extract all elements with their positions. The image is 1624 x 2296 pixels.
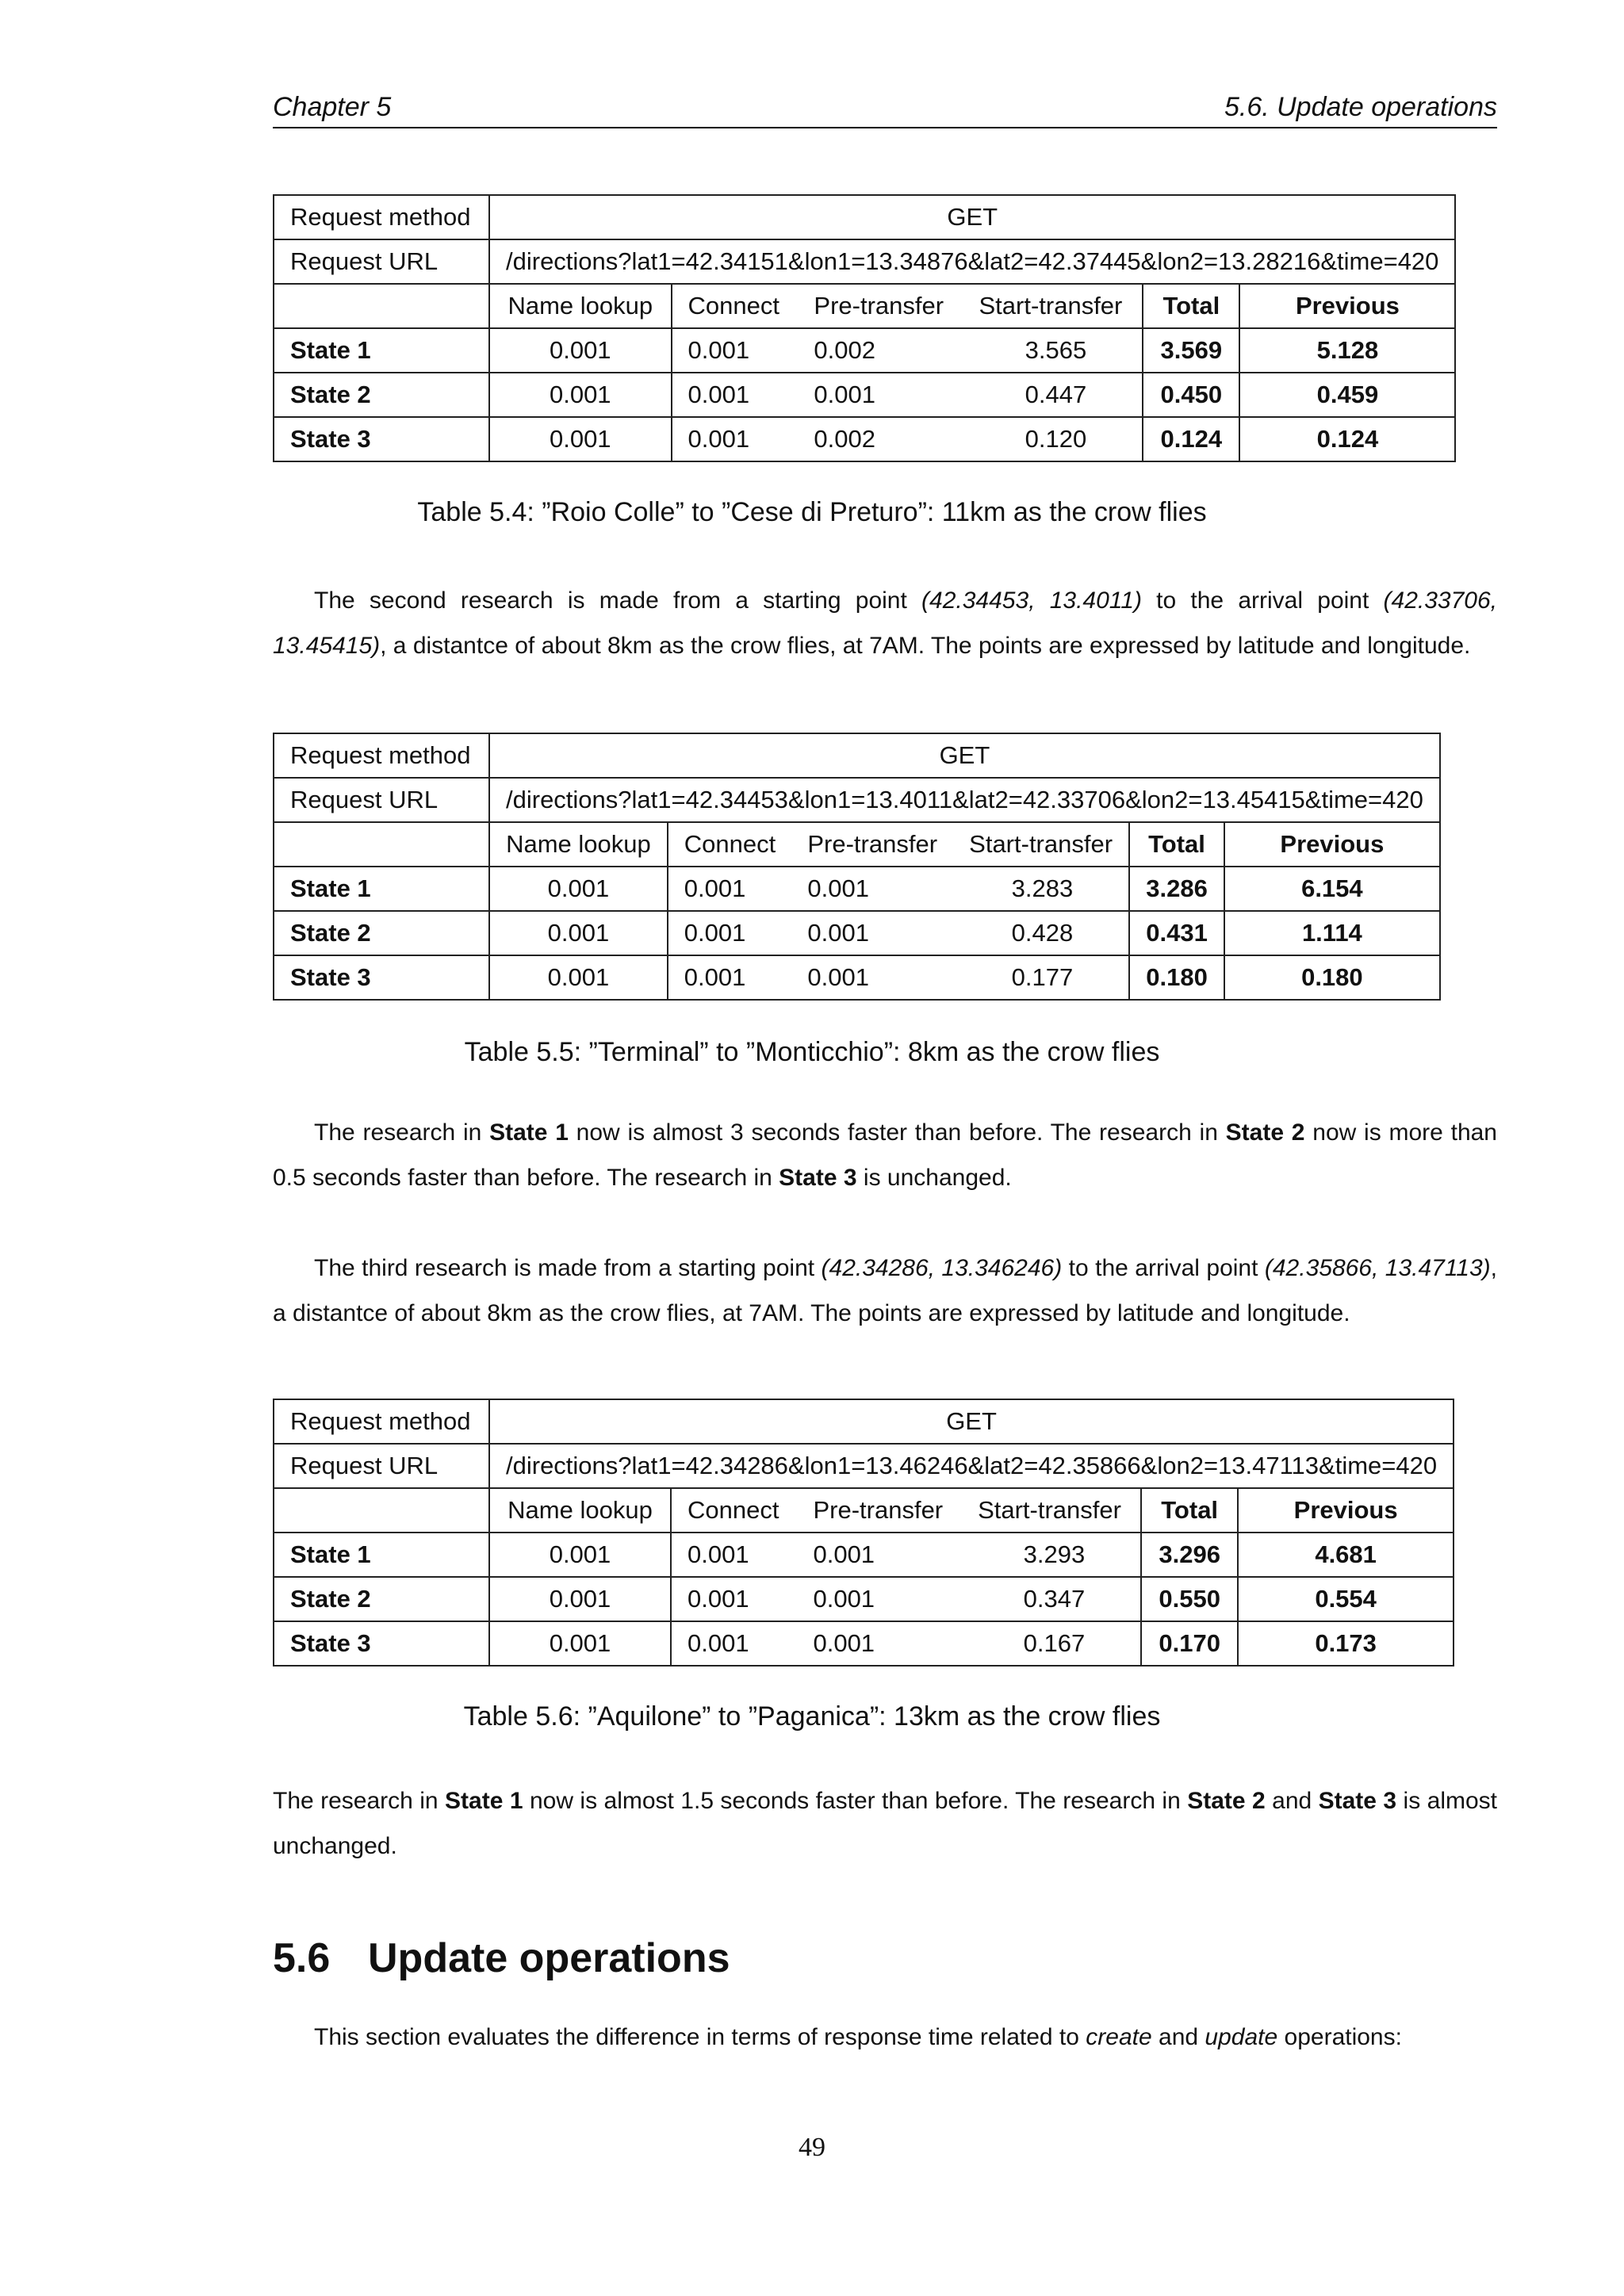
name-lookup-cell: 0.001	[489, 1533, 671, 1577]
table-row	[274, 373, 1455, 417]
section-heading	[273, 1934, 730, 1982]
section-title: Update operations	[368, 1935, 730, 1981]
section-label: 5.6. Update operations	[1224, 92, 1497, 122]
connect-cell: 0.001	[668, 955, 792, 1000]
table-row	[274, 955, 1440, 1000]
page-number: 49	[799, 2133, 825, 2162]
start-transfer-cell: 0.177	[953, 955, 1129, 1000]
name-lookup-cell: 0.001	[489, 417, 672, 461]
table-caption: Table 5.6: ”Aquilone” to ”Paganica”: 13km as the crow flies	[463, 1701, 1161, 1732]
state-label: State 3	[274, 955, 489, 1000]
body-paragraph: The research in State 1 now is almost 1.5 seconds faster than before. The research in State 2 and State 3 is almost unchanged.	[273, 1788, 1497, 1859]
url-row	[274, 1444, 1454, 1488]
col-pre-transfer: Pre-transfer	[798, 284, 963, 328]
name-lookup-cell: 0.001	[489, 955, 668, 1000]
url-label: Request URL	[274, 778, 489, 822]
pre-transfer-cell: 0.002	[798, 417, 963, 461]
column-header-row	[274, 822, 1440, 867]
state-label: State 1	[274, 1533, 489, 1577]
name-lookup-cell: 0.001	[489, 328, 672, 373]
connect-cell: 0.001	[672, 373, 799, 417]
state-label: State 3	[274, 417, 489, 461]
table-row	[274, 328, 1455, 373]
connect-cell: 0.001	[671, 1621, 797, 1666]
running-header	[273, 87, 1497, 128]
body-paragraph: The third research is made from a starting point (42.34286, 13.346246) to the arrival point (42.35866, 13.47113), a distantce of about 8km as the crow flies, at 7AM. The points are expressed by latitude and longitude.	[273, 1255, 1497, 1326]
table-row	[274, 417, 1455, 461]
section-number: 5.6	[273, 1935, 331, 1981]
total-cell: 3.286	[1129, 867, 1224, 911]
column-header-row	[274, 1488, 1454, 1533]
previous-cell: 5.128	[1239, 328, 1455, 373]
connect-cell: 0.001	[668, 911, 792, 955]
connect-cell: 0.001	[668, 867, 792, 911]
previous-cell: 0.124	[1239, 417, 1455, 461]
col-start-transfer: Start-transfer	[963, 284, 1143, 328]
method-label: Request method	[274, 195, 489, 239]
col-total: Total	[1129, 822, 1224, 867]
col-connect: Connect	[672, 284, 799, 328]
previous-cell: 1.114	[1224, 911, 1440, 955]
empty-header-cell	[274, 822, 489, 867]
col-previous: Previous	[1238, 1488, 1454, 1533]
url-label: Request URL	[274, 1444, 489, 1488]
url-value: /directions?lat1=42.34286&lon1=13.46246&lat2=42.35866&lon2=13.47113&time=420	[489, 1444, 1454, 1488]
results-table-5-4	[273, 194, 1456, 462]
table-row	[274, 867, 1440, 911]
col-name-lookup: Name lookup	[489, 284, 672, 328]
total-cell: 0.124	[1143, 417, 1239, 461]
col-start-transfer: Start-transfer	[962, 1488, 1141, 1533]
results-table-5-6	[273, 1399, 1454, 1667]
empty-header-cell	[274, 284, 489, 328]
pre-transfer-cell: 0.001	[797, 1577, 962, 1621]
start-transfer-cell: 0.447	[963, 373, 1143, 417]
state-label: State 2	[274, 911, 489, 955]
table-row	[274, 1533, 1454, 1577]
pre-transfer-cell: 0.001	[797, 1533, 962, 1577]
total-cell: 0.550	[1141, 1577, 1238, 1621]
method-row	[274, 195, 1455, 239]
connect-cell: 0.001	[672, 328, 799, 373]
body-paragraph: The research in State 1 now is almost 3 seconds faster than before. The research in State 2 now is more than 0.5 seconds faster than before. The research in State 3 is unchanged.	[273, 1119, 1497, 1191]
col-connect: Connect	[671, 1488, 797, 1533]
body-paragraph: The second research is made from a starting point (42.34453, 13.4011) to the arrival point (42.33706, 13.45415), a distantce of about 8km as the crow flies, at 7AM. The points are expressed by latitude and longitude.	[273, 587, 1497, 659]
results-table-5-5	[273, 733, 1441, 1001]
col-name-lookup: Name lookup	[489, 1488, 671, 1533]
state-label: State 1	[274, 328, 489, 373]
name-lookup-cell: 0.001	[489, 867, 668, 911]
col-total: Total	[1143, 284, 1239, 328]
method-row	[274, 733, 1440, 778]
name-lookup-cell: 0.001	[489, 373, 672, 417]
pre-transfer-cell: 0.001	[797, 1621, 962, 1666]
connect-cell: 0.001	[671, 1533, 797, 1577]
pre-transfer-cell: 0.001	[798, 373, 963, 417]
name-lookup-cell: 0.001	[489, 1621, 671, 1666]
start-transfer-cell: 0.428	[953, 911, 1129, 955]
state-label: State 2	[274, 1577, 489, 1621]
pre-transfer-cell: 0.001	[791, 955, 953, 1000]
col-name-lookup: Name lookup	[489, 822, 668, 867]
col-previous: Previous	[1239, 284, 1455, 328]
table-row	[274, 911, 1440, 955]
empty-header-cell	[274, 1488, 489, 1533]
previous-cell: 0.173	[1238, 1621, 1454, 1666]
body-paragraph: This section evaluates the difference in terms of response time related to create and update operations:	[314, 2024, 1402, 2050]
previous-cell: 0.180	[1224, 955, 1440, 1000]
total-cell: 0.170	[1141, 1621, 1238, 1666]
col-total: Total	[1141, 1488, 1238, 1533]
start-transfer-cell: 0.167	[962, 1621, 1141, 1666]
name-lookup-cell: 0.001	[489, 911, 668, 955]
state-label: State 1	[274, 867, 489, 911]
state-label: State 2	[274, 373, 489, 417]
start-transfer-cell: 0.120	[963, 417, 1143, 461]
previous-cell: 6.154	[1224, 867, 1440, 911]
start-transfer-cell: 3.293	[962, 1533, 1141, 1577]
method-label: Request method	[274, 733, 489, 778]
table-row	[274, 1577, 1454, 1621]
total-cell: 0.431	[1129, 911, 1224, 955]
col-pre-transfer: Pre-transfer	[791, 822, 953, 867]
url-value: /directions?lat1=42.34151&lon1=13.34876&lat2=42.37445&lon2=13.28216&time=420	[489, 239, 1455, 284]
url-value: /directions?lat1=42.34453&lon1=13.4011&lat2=42.33706&lon2=13.45415&time=420	[489, 778, 1440, 822]
connect-cell: 0.001	[671, 1577, 797, 1621]
method-label: Request method	[274, 1399, 489, 1444]
start-transfer-cell: 3.565	[963, 328, 1143, 373]
total-cell: 0.180	[1129, 955, 1224, 1000]
method-value: GET	[489, 733, 1440, 778]
col-pre-transfer: Pre-transfer	[797, 1488, 962, 1533]
url-label: Request URL	[274, 239, 489, 284]
total-cell: 0.450	[1143, 373, 1239, 417]
column-header-row	[274, 284, 1455, 328]
table-caption: Table 5.4: ”Roio Colle” to ”Cese di Preturo”: 11km as the crow flies	[417, 497, 1207, 527]
table-row	[274, 1621, 1454, 1666]
url-row	[274, 778, 1440, 822]
previous-cell: 0.554	[1238, 1577, 1454, 1621]
state-label: State 3	[274, 1621, 489, 1666]
method-row	[274, 1399, 1454, 1444]
chapter-label: Chapter 5	[273, 92, 392, 122]
table-caption: Table 5.5: ”Terminal” to ”Monticchio”: 8km as the crow flies	[464, 1037, 1160, 1067]
col-connect: Connect	[668, 822, 792, 867]
previous-cell: 4.681	[1238, 1533, 1454, 1577]
start-transfer-cell: 0.347	[962, 1577, 1141, 1621]
total-cell: 3.296	[1141, 1533, 1238, 1577]
col-start-transfer: Start-transfer	[953, 822, 1129, 867]
start-transfer-cell: 3.283	[953, 867, 1129, 911]
connect-cell: 0.001	[672, 417, 799, 461]
pre-transfer-cell: 0.002	[798, 328, 963, 373]
previous-cell: 0.459	[1239, 373, 1455, 417]
pre-transfer-cell: 0.001	[791, 867, 953, 911]
method-value: GET	[489, 1399, 1454, 1444]
total-cell: 3.569	[1143, 328, 1239, 373]
pre-transfer-cell: 0.001	[791, 911, 953, 955]
method-value: GET	[489, 195, 1455, 239]
col-previous: Previous	[1224, 822, 1440, 867]
url-row	[274, 239, 1455, 284]
name-lookup-cell: 0.001	[489, 1577, 671, 1621]
